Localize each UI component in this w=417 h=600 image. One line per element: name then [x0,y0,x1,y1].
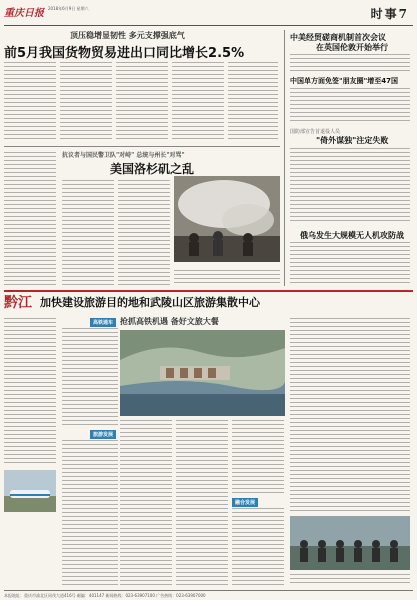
la-body-left [4,152,56,286]
la-body-col2 [62,180,114,286]
region-name: 黔江 [4,295,32,311]
side-item4-body [290,242,410,286]
issue-info: 2018年6月9日 星期六 [48,6,89,11]
newspaper-logo: 重庆日报 [4,8,44,19]
tag-integration: 融合发展 [232,498,258,507]
lower-body-col2 [62,328,118,426]
side-item1-title: 中美经贸磋商机制首次会议 [290,33,386,42]
lower-headline: 加快建设旅游目的地和武陵山区旅游集散中心 [40,296,260,309]
lower-body-col5b [232,508,284,586]
lower-body-col3 [120,420,172,586]
side-item3-title: "倚外谋独"注定失败 [316,136,389,145]
lead-headline: 前5月我国货物贸易进出口同比增长2.5% [4,46,245,61]
side-item4-title: 俄乌发生大规模无人机攻防战 [300,231,404,240]
la-caption-text [174,270,280,286]
side-item1-sub: 在英国伦敦开始举行 [316,43,388,52]
la-body-col3 [118,180,170,286]
la-photo-caption [174,264,175,269]
side-item3-body [290,148,410,224]
lower-body-col5 [232,420,284,496]
lead-body-col3 [116,62,168,142]
side-item2-title: 中国单方面免签"朋友圈"增至47国 [290,77,399,85]
lower-body-col1 [4,318,56,466]
lead-body-col1 [4,62,56,142]
train-photo [4,470,56,512]
lower-body-col4 [176,420,228,586]
side-item2-body [290,88,410,122]
lower-body-right [290,318,410,512]
masthead [4,2,413,26]
town-aerial-photo [120,330,285,416]
section-name: 时事7 [370,7,409,21]
meeting-caption [290,574,410,586]
lead-kicker: 顶压稳增显韧性 多元支撑强底气 [70,30,185,40]
tag-high-speed-rail: 高铁通车 [90,318,116,327]
footer: 本报地址：重庆市渝北区同茂大道416号 邮编：401147 新闻热线：023-63907100 广告热线：023-63907000 [4,590,413,598]
lead-body-col4 [172,62,224,142]
la-headline: 美国洛杉矶之乱 [110,162,195,176]
side-item3-kicker: 国防部宣告首退役人员 [290,129,341,135]
column-divider [284,30,285,286]
lead-body-col2 [60,62,112,142]
divider [4,146,280,147]
meeting-photo [290,516,410,570]
la-kicker: 抗议者与国民警卫队"对峙" 总统与州长"对骂" [62,152,185,159]
side-item1-body [290,54,410,72]
la-protest-photo [174,176,280,262]
lower-body-col2b [62,440,118,586]
tag-tourism: 旅游发展 [90,430,116,439]
lead-body-col5 [228,62,278,142]
lower-sub-kicker: 抢抓高铁机遇 备好文旅大餐 [120,316,219,326]
